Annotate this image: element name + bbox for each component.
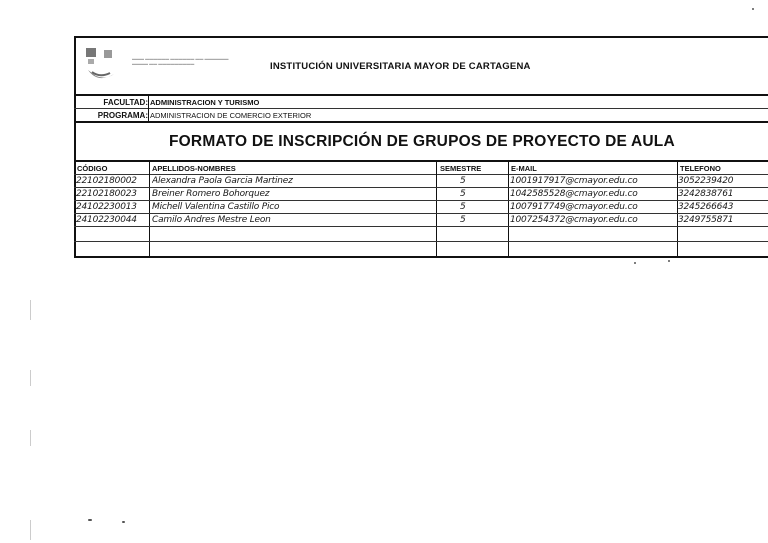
institution-name: INSTITUCIÓN UNIVERSITARIA MAYOR DE CARTAGENA: [270, 61, 531, 72]
col-header-semestre: SEMESTRE: [440, 164, 482, 173]
table-cell-nombres: Camilo Andres Mestre Leon: [152, 215, 271, 225]
table-cell-telefono: 3245266643: [678, 202, 734, 212]
facultad-label: FACULTAD:: [103, 98, 148, 107]
top-border: [74, 36, 768, 38]
table-cell-email: 1042585528@cmayor.edu.co: [510, 189, 638, 199]
facultad-rule: [74, 108, 768, 109]
inscription-form: [74, 36, 768, 258]
table-cell-email: 1007917749@cmayor.edu.co: [510, 202, 638, 212]
table-bottom-rule: [74, 256, 768, 258]
col-header-nombres: APELLIDOS-NOMBRES: [152, 164, 236, 173]
scan-mark: [30, 430, 31, 446]
col-header-telefono: TELEFONO: [680, 164, 721, 173]
programa-value: ADMINISTRACION DE COMERCIO EXTERIOR: [150, 111, 312, 120]
table-cell-telefono: 3242838761: [678, 189, 734, 199]
table-cell-nombres: Michell Valentina Castillo Pico: [152, 202, 280, 212]
col-header-email: E-MAIL: [511, 164, 537, 173]
header-row-rule: [74, 174, 768, 175]
scan-mark: [30, 520, 31, 540]
table-cell-codigo: 24102230044: [76, 215, 137, 225]
table-cell-nombres: Alexandra Paola Garcia Martinez: [152, 176, 293, 186]
table-cell-semestre: 5: [460, 176, 466, 186]
table-cell-nombres: Breiner Romero Bohorquez: [152, 189, 270, 199]
label-separator: [148, 94, 149, 122]
form-title: FORMATO DE INSCRIPCIÓN DE GRUPOS DE PROYECTO DE AULA: [169, 133, 675, 150]
table-cell-telefono: 3249755871: [678, 215, 734, 225]
table-cell-codigo: 22102180002: [76, 176, 137, 186]
table-cell-semestre: 5: [460, 189, 466, 199]
programa-rule: [74, 121, 768, 123]
table-cell-telefono: 3052239420: [678, 176, 734, 186]
facultad-value: ADMINISTRACION Y TURISMO: [150, 98, 260, 107]
table-cell-email: 1007254372@cmayor.edu.co: [510, 215, 638, 225]
table-cell-email: 1001917917@cmayor.edu.co: [510, 176, 638, 186]
scan-speck: [752, 8, 754, 10]
logo-caption: ▬▬▬ ▬▬▬▬▬▬ ▬▬▬▬▬▬ ▬▬ ▬▬▬▬▬▬ ▬▬▬▬ ▬▬ ▬▬▬▬▬▬▬▬▬: [132, 56, 229, 66]
table-cell-semestre: 5: [460, 215, 466, 225]
table-row-rule: [74, 241, 768, 242]
table-row-rule: [74, 200, 768, 201]
scan-mark: [30, 300, 31, 320]
scan-speck: [88, 519, 92, 521]
table-cell-codigo: 24102230013: [76, 202, 137, 212]
scan-speck: [122, 521, 125, 523]
programa-label: PROGRAMA:: [97, 111, 148, 120]
scan-speck: [634, 262, 636, 264]
col-header-codigo: CÓDIGO: [77, 164, 108, 173]
table-row-rule: [74, 187, 768, 188]
scan-mark: [30, 370, 31, 386]
table-top-rule: [74, 160, 768, 162]
table-cell-codigo: 22102180023: [76, 189, 137, 199]
header-rule: [74, 94, 768, 96]
table-row-rule: [74, 226, 768, 227]
university-logo-icon: [84, 44, 122, 86]
table-cell-semestre: 5: [460, 202, 466, 212]
table-row-rule: [74, 213, 768, 214]
scan-speck: [668, 260, 670, 262]
